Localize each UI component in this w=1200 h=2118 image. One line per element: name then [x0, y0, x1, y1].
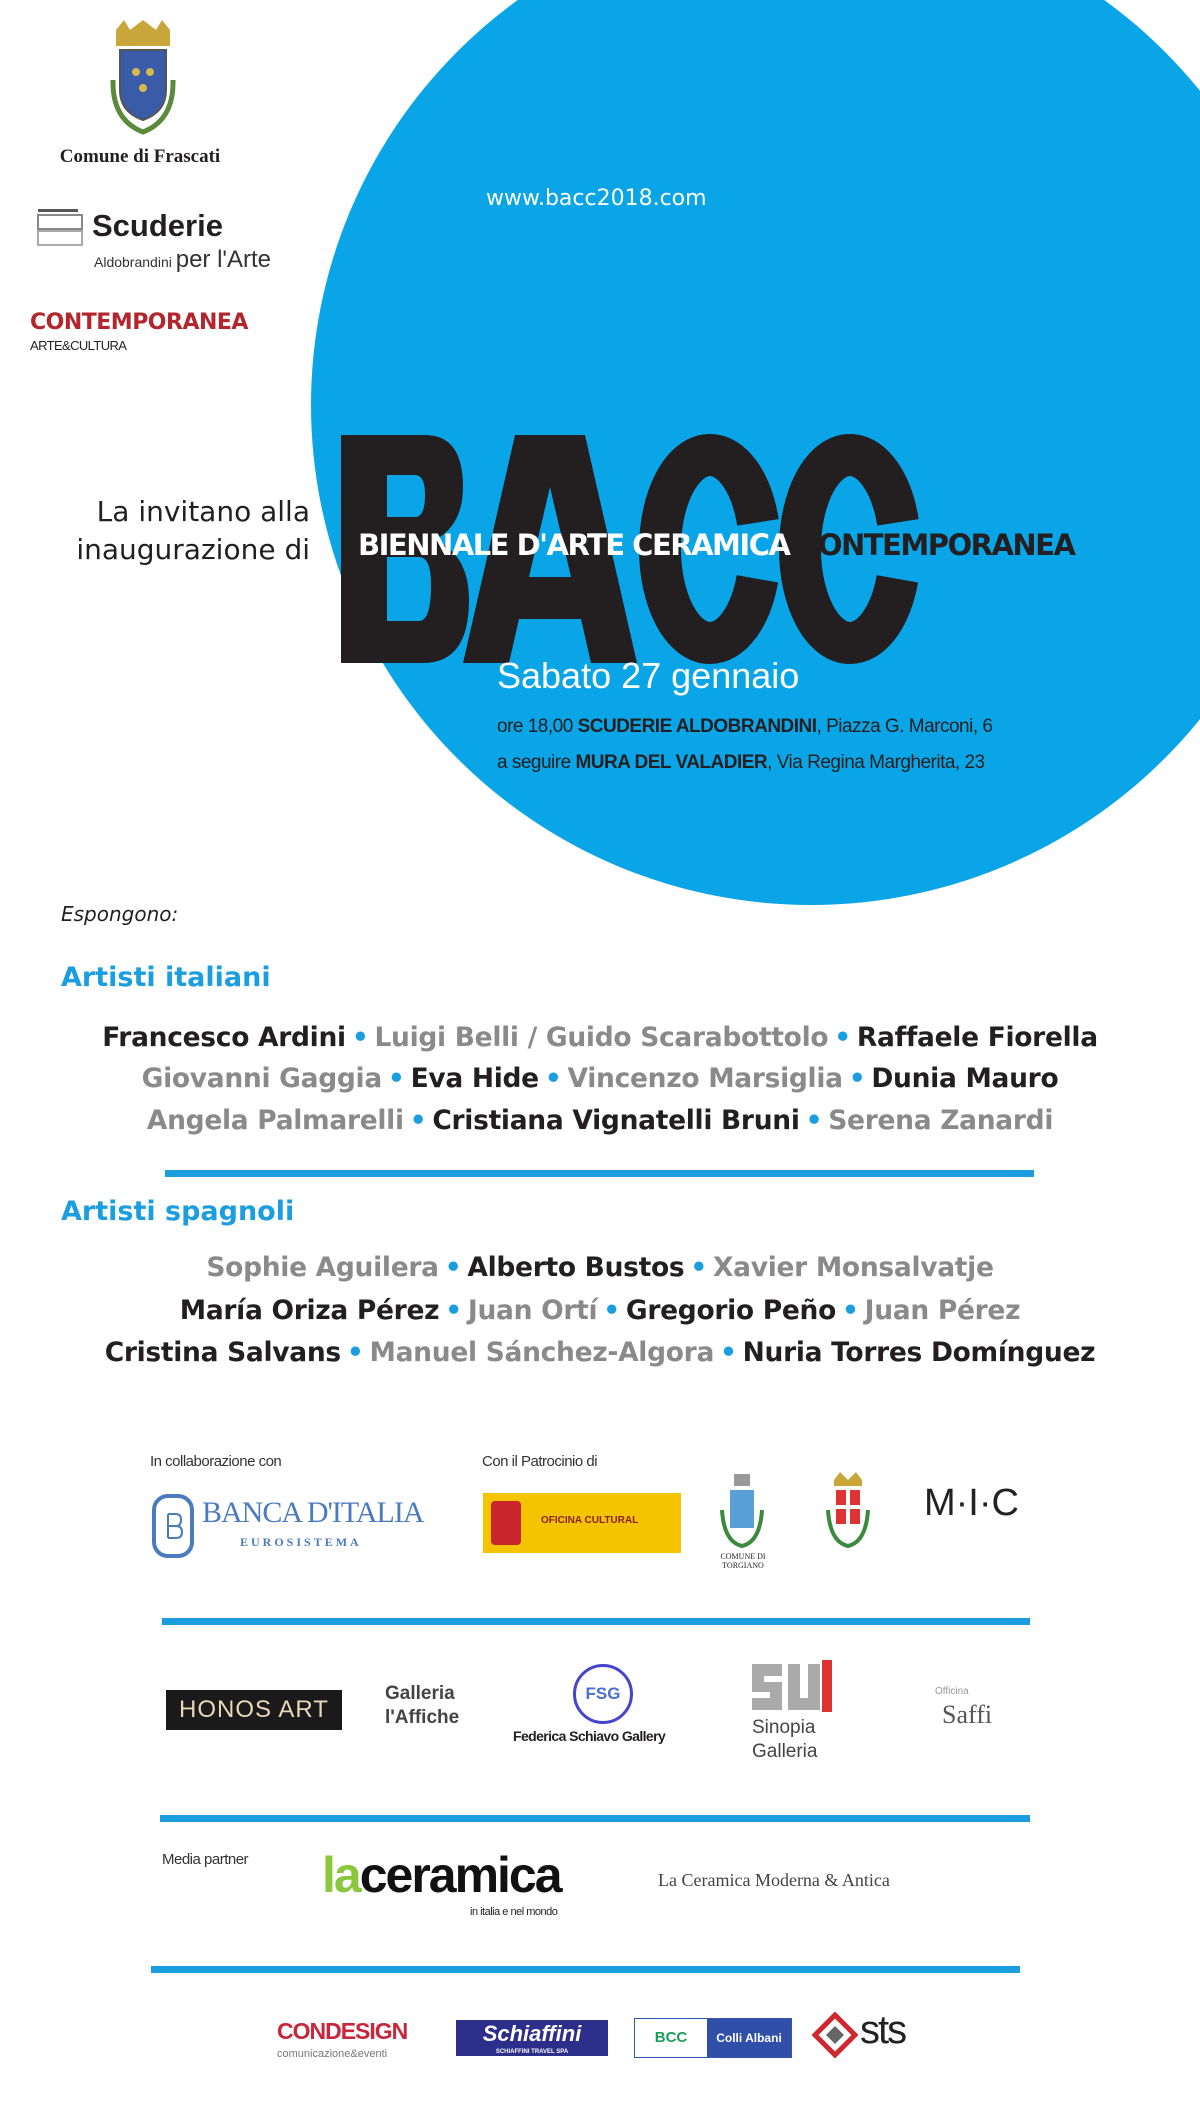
- artist-name: Raffaele Fiorella: [856, 1022, 1098, 1053]
- italian-artists-heading: Artisti italiani: [61, 962, 271, 993]
- sts-logo: sts: [860, 2008, 906, 2052]
- artist-row: [0, 1105, 1200, 1136]
- venue1-address: , Piazza G. Marconi, 6: [816, 716, 993, 737]
- bullet-separator-icon: •: [848, 1063, 866, 1094]
- divider: [165, 1170, 1034, 1177]
- banca-italia-sub: EUROSISTEMA: [240, 1535, 362, 1549]
- artist-row: [0, 1252, 1200, 1283]
- venue2-name: MURA DEL VALADIER: [575, 752, 768, 773]
- bullet-separator-icon: •: [603, 1295, 620, 1326]
- oficina-cultural-logo: [483, 1493, 681, 1553]
- patronage-label: Con il Patrocinio di: [482, 1453, 598, 1470]
- artist-name: Dunia Mauro: [871, 1063, 1059, 1094]
- schiaffini-logo: [456, 2020, 608, 2056]
- bullet-separator-icon: •: [842, 1295, 859, 1326]
- artist-name: Alberto Bustos: [467, 1252, 685, 1283]
- banca-italia-logo: BANCA D'ITALIA: [202, 1496, 424, 1529]
- venue-line-1: [497, 716, 992, 738]
- sinopia-line-1: Sinopia: [752, 1717, 816, 1738]
- artist-name: Francesco Ardini: [102, 1022, 346, 1053]
- scuderie-building-icon: [36, 205, 92, 249]
- event-date: Sabato 27 gennaio: [497, 655, 800, 696]
- media-partner-label: Media partner: [162, 1851, 249, 1868]
- title-part-2: CONTEMPORANEA: [798, 528, 1075, 562]
- bullet-separator-icon: •: [834, 1022, 851, 1053]
- banca-italia-emblem-icon: [150, 1490, 196, 1562]
- bcc-label: BCC: [635, 2019, 707, 2057]
- venue-line-2: [497, 752, 985, 774]
- spanish-artists-heading: Artisti spagnoli: [61, 1196, 295, 1227]
- laceramica-la: la: [322, 1847, 360, 1903]
- artist-name: Eva Hide: [410, 1063, 539, 1094]
- bullet-separator-icon: •: [544, 1063, 562, 1094]
- website-link[interactable]: www.bacc2018.com: [486, 186, 707, 211]
- affiche-line-2: l'Affiche: [385, 1707, 460, 1728]
- artist-name: Angela Palmarelli: [146, 1105, 404, 1136]
- sinopia-galleria-label: [752, 1716, 817, 1764]
- artist-name: Cristiana Vignatelli Bruni: [432, 1105, 800, 1136]
- sinopia-logo-icon: [748, 1658, 834, 1714]
- bullet-separator-icon: •: [346, 1337, 364, 1368]
- divider: [160, 1815, 1030, 1822]
- tarquinia-crest-icon: [824, 1470, 872, 1552]
- bullet-separator-icon: •: [351, 1022, 369, 1053]
- laceramica-rest: ceramica: [359, 1847, 561, 1903]
- bullet-separator-icon: •: [387, 1063, 405, 1094]
- artist-name: Xavier Monsalvatje: [713, 1252, 994, 1283]
- exhibitors-intro: Espongono:: [61, 902, 179, 926]
- bcc-colli-albani-logo: [634, 2018, 792, 2058]
- torgiano-label: COMUNE DI TORGIANO: [720, 1552, 766, 1570]
- venue2-address: , Via Regina Margherita, 23: [767, 752, 985, 773]
- laceramica-sub: in italia e nel mondo: [470, 1906, 558, 1918]
- oficina-cultural-label: OFICINA CULTURAL: [541, 1515, 639, 1526]
- artist-row: [0, 1295, 1200, 1326]
- bullet-separator-icon: •: [445, 1295, 462, 1326]
- laceramica-logo: [322, 1846, 561, 1904]
- fsg-name: Federica Schiavo Gallery: [513, 1728, 666, 1744]
- schiaffini-name: Schiaffini: [482, 2021, 582, 2046]
- artist-name: Giovanni Gaggia: [141, 1063, 382, 1094]
- schiaffini-sub: SCHIAFFINI TRAVEL SPA: [495, 2049, 569, 2055]
- artist-name: Juan Ortí: [467, 1295, 598, 1326]
- sinopia-line-2: Galleria: [752, 1741, 818, 1762]
- title-part-1: BIENNALE D'ARTE CERAMICA: [358, 528, 790, 562]
- comune-di-frascati-label: Comune di Frascati: [59, 146, 221, 167]
- officina-saffi-logo: Saffi: [942, 1700, 993, 1729]
- artist-name: Gregorio Peño: [625, 1295, 837, 1326]
- frascati-coat-of-arms-logo: [108, 20, 178, 145]
- galleria-affiche-logo: [385, 1682, 459, 1730]
- spain-coat-of-arms-icon: [491, 1501, 521, 1545]
- artist-name: María Oriza Pérez: [179, 1295, 440, 1326]
- invite-line-1: La invitano alla: [96, 495, 310, 528]
- artist-name: Manuel Sánchez-Algora: [369, 1337, 715, 1368]
- event-title: [358, 528, 1074, 562]
- honos-art-logo: HONOS ART: [166, 1690, 342, 1730]
- artist-name: Vincenzo Marsiglia: [567, 1063, 843, 1094]
- scuderie-logo-sub: [94, 246, 271, 276]
- divider: [162, 1618, 1030, 1625]
- artist-row: [0, 1063, 1200, 1094]
- bullet-separator-icon: •: [690, 1252, 708, 1283]
- contemporanea-logo: CONTEMPORANEA: [30, 310, 248, 335]
- bcc-name: Colli Albani: [707, 2019, 791, 2057]
- artist-name: Serena Zanardi: [828, 1105, 1054, 1136]
- artist-name: Nuria Torres Domínguez: [742, 1337, 1096, 1368]
- invitation-text: [76, 493, 310, 569]
- venue1-name: SCUDERIE ALDOBRANDINI: [577, 716, 817, 737]
- divider: [151, 1966, 1020, 1973]
- artist-name: Luigi Belli / Guido Scarabottolo: [374, 1022, 829, 1053]
- fsg-logo: FSG: [573, 1664, 633, 1724]
- affiche-line-1: Galleria: [385, 1683, 455, 1704]
- artist-name: Cristina Salvans: [104, 1337, 341, 1368]
- invite-line-2: inaugurazione di: [76, 533, 310, 566]
- bullet-separator-icon: •: [444, 1252, 462, 1283]
- mic-logo: M·I·C: [924, 1482, 1019, 1524]
- scuderie-sub1: Aldobrandini: [94, 254, 172, 270]
- bullet-separator-icon: •: [720, 1337, 737, 1368]
- venue1-time: ore 18,00: [497, 716, 578, 737]
- venue2-pre: a seguire: [497, 752, 576, 773]
- condesign-logo: CONDESIGN: [277, 2018, 408, 2044]
- torgiano-crest-icon: [718, 1470, 766, 1550]
- artist-name: Sophie Aguilera: [206, 1252, 439, 1283]
- bullet-separator-icon: •: [409, 1105, 427, 1136]
- sts-diamond-icon: [812, 2012, 858, 2058]
- collaboration-label: In collaborazione con: [150, 1453, 282, 1470]
- artist-row: [0, 1337, 1200, 1368]
- scuderie-sub2: per l'Arte: [175, 246, 272, 273]
- officina-saffi-small: Officina: [935, 1686, 969, 1697]
- arte-cultura-label: ARTE&CULTURA: [30, 338, 127, 353]
- bullet-separator-icon: •: [805, 1105, 823, 1136]
- condesign-sub: comunicazione&eventi: [277, 2048, 388, 2060]
- scuderie-logo-title: Scuderie: [92, 208, 223, 243]
- artist-name: Juan Pérez: [864, 1295, 1021, 1326]
- ceramica-moderna-logo: La Ceramica Moderna & Antica: [658, 1870, 890, 1890]
- artist-row: [0, 1022, 1200, 1053]
